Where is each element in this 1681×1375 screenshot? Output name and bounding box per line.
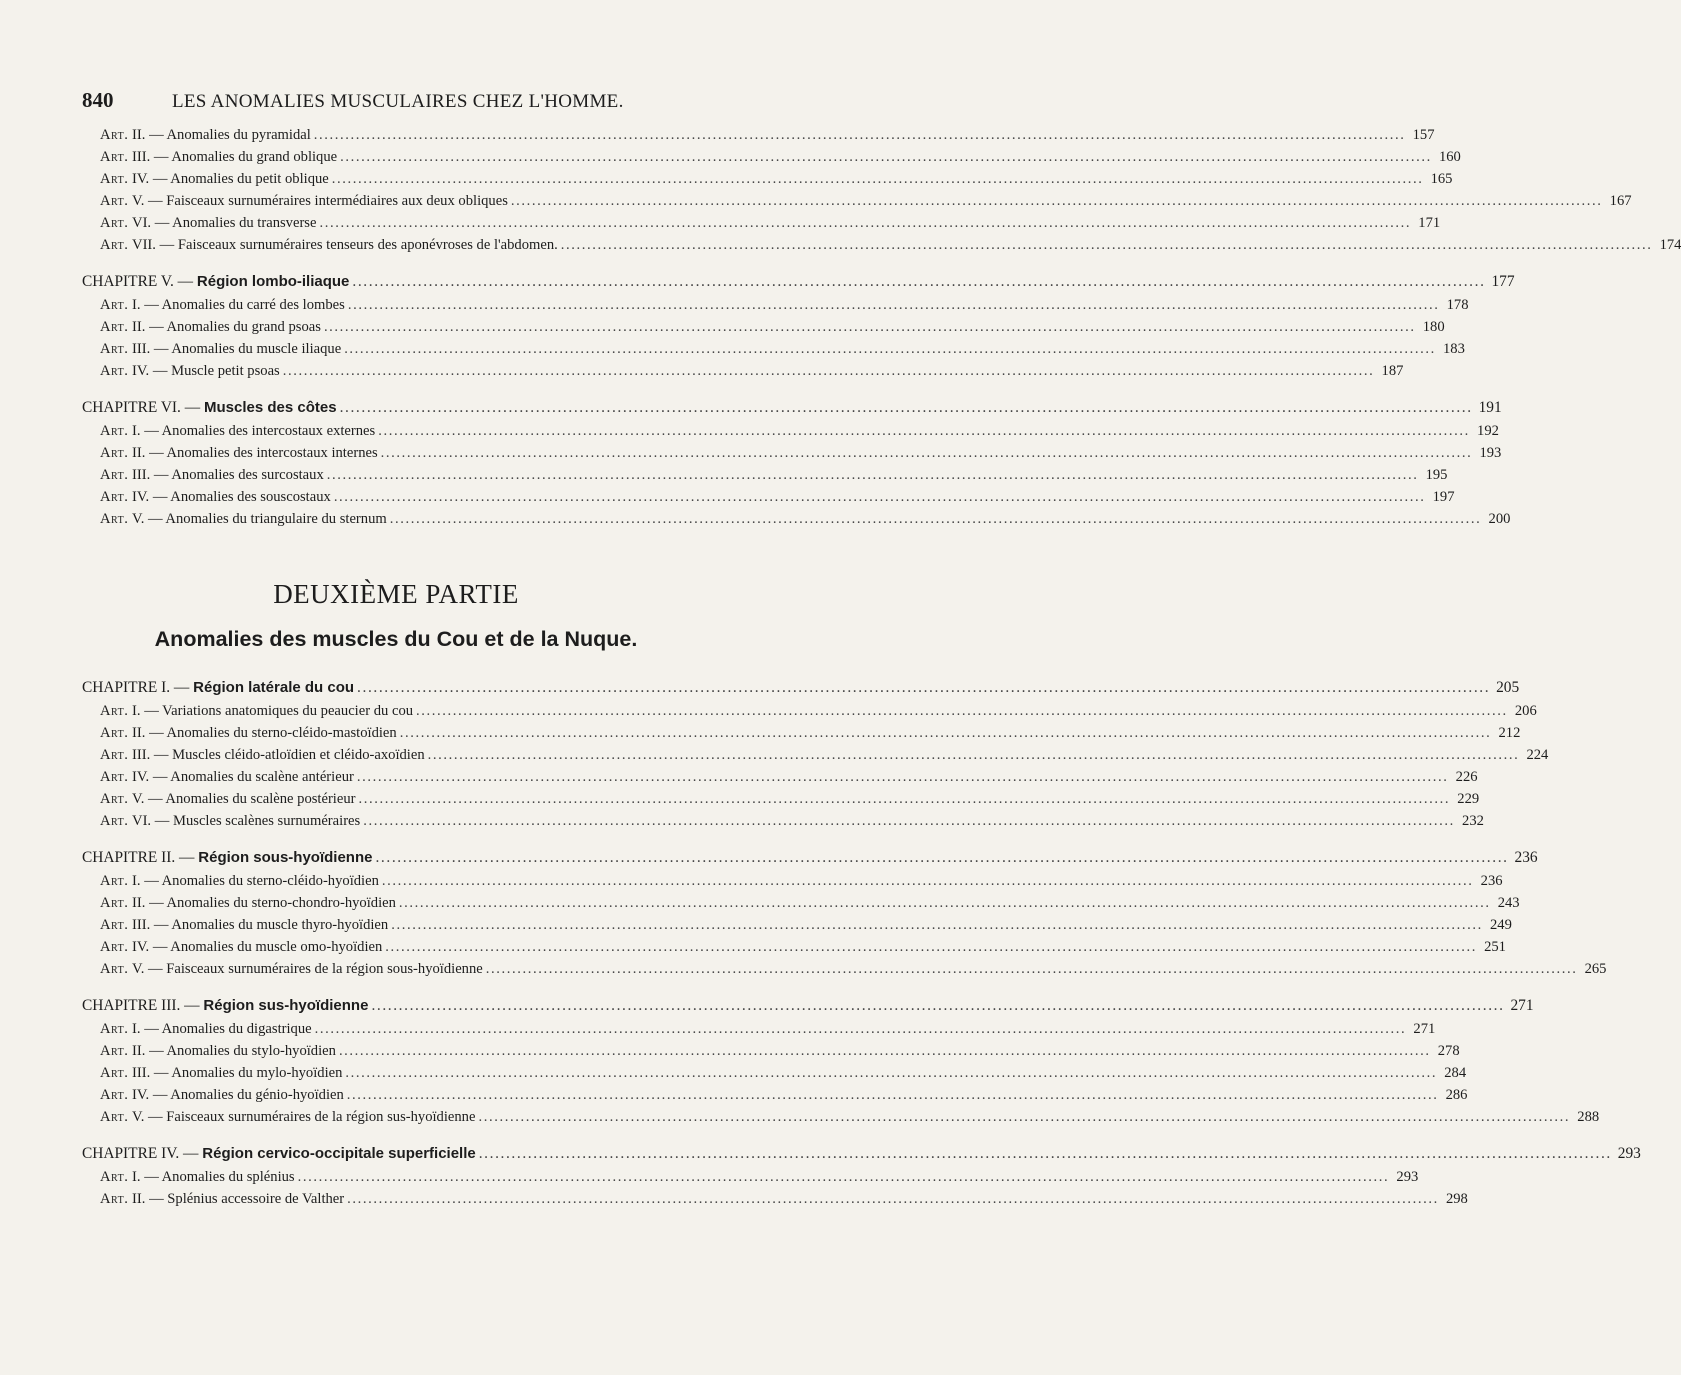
dot-leader <box>348 294 1440 316</box>
toc-entry <box>82 936 1506 958</box>
toc-entry <box>82 1188 1468 1210</box>
article-title: — Anomalies du transverse <box>154 215 317 231</box>
part-subtitle: Anomalies des muscles du Cou et de la Nuque. <box>154 627 638 651</box>
entry-label <box>100 744 425 766</box>
article-prefix: Art. <box>100 1087 129 1103</box>
chapter-heading <box>82 1142 1641 1166</box>
entry-label <box>100 212 316 234</box>
toc-entry <box>82 1018 1436 1040</box>
dot-leader <box>315 1018 1407 1040</box>
chapter-label: CHAPITRE II. — <box>82 849 195 866</box>
toc-entry <box>82 360 1404 382</box>
dot-leader <box>391 914 1483 936</box>
dot-leader <box>327 464 1419 486</box>
article-prefix: Art. <box>100 127 129 143</box>
toc-p2-chapter-i <box>82 676 1549 832</box>
article-title: — Anomalies du carré des lombes <box>144 297 345 313</box>
article-numeral: II. <box>132 445 146 461</box>
article-title: — Faisceaux surnuméraires de la région sus-hyoïdienne <box>148 1109 476 1125</box>
dot-leader <box>416 700 1508 722</box>
article-numeral: V. <box>132 193 145 209</box>
dot-leader <box>298 1166 1390 1188</box>
article-prefix: Art. <box>100 1021 129 1037</box>
chapter-label: CHAPITRE V. — <box>82 273 194 290</box>
article-numeral: IV. <box>132 171 150 187</box>
article-title: — Anomalies du scalène antérieur <box>152 769 354 785</box>
article-title: — Anomalies des souscostaux <box>152 489 331 505</box>
entry-label <box>100 1018 312 1040</box>
entry-page-number: 271 <box>1413 1021 1436 1037</box>
chapter-label-group <box>82 846 372 870</box>
chapter-page-number: 177 <box>1491 273 1515 290</box>
article-numeral: II. <box>132 319 146 335</box>
part-title: DEUXIÈME PARTIE <box>273 579 519 609</box>
entry-page-number: 286 <box>1445 1087 1468 1103</box>
entry-page-number: 251 <box>1484 939 1506 955</box>
toc-entry <box>82 870 1503 892</box>
article-numeral: V. <box>132 791 145 807</box>
article-title: — Variations anatomiques du peaucier du cou <box>144 703 414 719</box>
toc-chapter-vi <box>82 396 1511 530</box>
entry-page-number: 180 <box>1422 319 1445 335</box>
entry-label <box>100 936 382 958</box>
chapter-title: Région cervico-occipitale superficielle <box>202 1145 476 1162</box>
entry-label <box>100 146 337 168</box>
article-prefix: Art. <box>100 319 129 335</box>
article-numeral: IV. <box>132 939 150 955</box>
toc-entry <box>82 212 1441 234</box>
entry-label <box>100 294 345 316</box>
article-title: — Anomalies du petit oblique <box>152 171 329 187</box>
article-numeral: III. <box>132 747 151 763</box>
dot-leader <box>345 1062 1437 1084</box>
entry-page-number: 249 <box>1490 917 1512 933</box>
entry-page-number: 284 <box>1444 1065 1467 1081</box>
entry-page-number: 293 <box>1396 1169 1419 1185</box>
toc-entry <box>82 294 1469 316</box>
dot-leader <box>332 168 1424 190</box>
chapter-heading <box>82 396 1502 420</box>
dot-leader <box>357 766 1449 788</box>
dot-leader <box>339 1040 1431 1062</box>
article-prefix: Art. <box>100 961 129 977</box>
article-numeral: I. <box>132 1169 141 1185</box>
article-numeral: VII. <box>132 237 156 253</box>
chapter-label: CHAPITRE VI. — <box>82 399 201 416</box>
article-prefix: Art. <box>100 791 129 807</box>
article-prefix: Art. <box>100 769 129 785</box>
dot-leader <box>478 1106 1570 1128</box>
article-numeral: I. <box>132 873 141 889</box>
article-numeral: III. <box>132 917 151 933</box>
running-title: LES ANOMALIES MUSCULAIRES CHEZ L'HOMME. <box>172 91 624 112</box>
running-header <box>82 88 710 124</box>
toc-entry <box>82 1084 1468 1106</box>
entry-page-number: 193 <box>1479 445 1502 461</box>
entry-label <box>100 168 329 190</box>
entry-label <box>100 810 360 832</box>
article-title: — Anomalies du grand psoas <box>149 319 321 335</box>
entry-page-number: 206 <box>1514 703 1537 719</box>
article-title: — Faisceaux surnuméraires intermédiaires aux deux obliques <box>148 193 508 209</box>
article-title: — Anomalies du sterno-cléido-mastoïdien <box>149 725 397 741</box>
chapter-label-group <box>82 270 349 294</box>
entry-page-number: 298 <box>1445 1191 1468 1207</box>
entry-page-number: 178 <box>1446 297 1469 313</box>
chapter-label-group <box>82 1142 476 1166</box>
toc-entry <box>82 442 1502 464</box>
article-title: — Faisceaux surnuméraires de la région sous-hyoïdienne <box>148 961 483 977</box>
toc-entry <box>82 700 1537 722</box>
dot-leader <box>334 486 1426 508</box>
chapter-title: Région sous-hyoïdienne <box>198 849 373 866</box>
entry-label <box>100 316 321 338</box>
dot-leader <box>378 420 1470 442</box>
dot-leader <box>344 338 1436 360</box>
article-numeral: VI. <box>132 215 152 231</box>
dot-leader <box>561 234 1653 256</box>
article-prefix: Art. <box>100 215 129 231</box>
dot-leader <box>319 212 1411 234</box>
article-numeral: V. <box>132 511 145 527</box>
dot-leader <box>359 788 1451 810</box>
dot-leader <box>381 442 1473 464</box>
toc-entry <box>82 892 1520 914</box>
dot-leader <box>357 676 1490 700</box>
article-numeral: II. <box>132 1043 146 1059</box>
article-title: — Anomalies du pyramidal <box>149 127 311 143</box>
toc-entry <box>82 1040 1460 1062</box>
toc-section-intro <box>82 124 1681 256</box>
article-prefix: Art. <box>100 895 129 911</box>
entry-label <box>100 1106 475 1128</box>
entry-page-number: 197 <box>1432 489 1455 505</box>
article-prefix: Art. <box>100 725 129 741</box>
toc-entry <box>82 766 1478 788</box>
article-prefix: Art. <box>100 747 129 763</box>
entry-page-number: 192 <box>1477 423 1499 439</box>
entry-page-number: 187 <box>1381 363 1404 379</box>
chapter-title: Muscles des côtes <box>204 399 337 416</box>
article-title: — Anomalies du muscle thyro-hyoïdien <box>153 917 389 933</box>
chapter-label-group <box>82 676 354 700</box>
page-number: 840 <box>82 88 114 112</box>
toc-entry <box>82 234 1681 256</box>
article-title: — Anomalies du triangulaire du sternum <box>148 511 387 527</box>
entry-label <box>100 508 387 530</box>
article-prefix: Art. <box>100 489 129 505</box>
article-numeral: IV. <box>132 489 150 505</box>
dot-leader <box>324 316 1416 338</box>
article-title: — Anomalies du scalène postérieur <box>148 791 356 807</box>
toc-entry <box>82 464 1448 486</box>
toc-entry <box>82 124 1435 146</box>
dot-leader <box>486 958 1578 980</box>
toc-entry <box>82 190 1632 212</box>
article-prefix: Art. <box>100 1109 129 1125</box>
toc-entry <box>82 146 1461 168</box>
entry-label <box>100 420 375 442</box>
entry-label <box>100 1166 295 1188</box>
dot-leader <box>314 124 1406 146</box>
entry-page-number: 229 <box>1457 791 1480 807</box>
dot-leader <box>390 508 1482 530</box>
article-numeral: I. <box>132 1021 141 1037</box>
toc-entry <box>82 914 1512 936</box>
toc-chapter-v <box>82 270 1515 382</box>
toc-entry <box>82 1106 1600 1128</box>
article-prefix: Art. <box>100 467 129 483</box>
article-title: — Anomalies du mylo-hyoïdien <box>153 1065 343 1081</box>
article-title: — Anomalies du génio-hyoïdien <box>152 1087 344 1103</box>
entry-label <box>100 124 311 146</box>
chapter-heading <box>82 846 1538 870</box>
article-title: — Anomalies des intercostaux internes <box>149 445 378 461</box>
article-title: — Anomalies du muscle iliaque <box>153 341 342 357</box>
article-numeral: V. <box>132 1109 145 1125</box>
article-title: — Anomalies des surcostaux <box>153 467 324 483</box>
toc-entry <box>82 338 1465 360</box>
article-prefix: Art. <box>100 363 129 379</box>
entry-label <box>100 914 388 936</box>
toc-entry <box>82 810 1484 832</box>
article-title: — Anomalies du muscle omo-hyoïdien <box>152 939 383 955</box>
article-title: — Muscles cléido-atloïdien et cléido-axoïdien <box>153 747 425 763</box>
article-prefix: Art. <box>100 873 129 889</box>
article-numeral: V. <box>132 961 145 977</box>
article-title: — Anomalies du sterno-chondro-hyoïdien <box>149 895 396 911</box>
chapter-label-group <box>82 396 337 420</box>
chapter-title: Région lombo-iliaque <box>196 273 350 290</box>
entry-label <box>100 442 378 464</box>
toc-entry <box>82 958 1607 980</box>
chapter-page-number: 293 <box>1617 1145 1641 1162</box>
article-numeral: IV. <box>132 363 150 379</box>
entry-page-number: 200 <box>1488 511 1511 527</box>
article-numeral: III. <box>132 1065 151 1081</box>
dot-leader <box>283 360 1375 382</box>
chapter-heading <box>82 994 1534 1018</box>
entry-label <box>100 766 354 788</box>
article-prefix: Art. <box>100 171 129 187</box>
entry-label <box>100 1084 344 1106</box>
article-title: — Faisceaux surnuméraires tenseurs des aponévroses de l'abdomen. <box>159 237 558 253</box>
dot-leader <box>347 1188 1439 1210</box>
article-numeral: II. <box>132 127 146 143</box>
dot-leader <box>511 190 1603 212</box>
article-prefix: Art. <box>100 193 129 209</box>
toc-entry <box>82 1166 1419 1188</box>
article-prefix: Art. <box>100 423 129 439</box>
entry-page-number: 288 <box>1577 1109 1600 1125</box>
toc-p2-chapter-iii <box>82 994 1600 1128</box>
dot-leader <box>340 146 1432 168</box>
dot-leader <box>428 744 1520 766</box>
dot-leader <box>375 846 1508 870</box>
toc-entry <box>82 1062 1467 1084</box>
article-numeral: IV. <box>132 1087 150 1103</box>
article-numeral: II. <box>132 895 146 911</box>
chapter-label-group <box>82 994 368 1018</box>
article-title: — Muscle petit psoas <box>152 363 280 379</box>
entry-page-number: 212 <box>1498 725 1521 741</box>
entry-label <box>100 722 397 744</box>
entry-label <box>100 1062 342 1084</box>
entry-label <box>100 700 413 722</box>
entry-page-number: 174 <box>1659 237 1681 253</box>
article-numeral: II. <box>132 725 146 741</box>
entry-label <box>100 788 356 810</box>
toc-entry <box>82 788 1480 810</box>
article-title: — Muscles scalènes surnuméraires <box>154 813 361 829</box>
article-numeral: I. <box>132 297 141 313</box>
entry-page-number: 167 <box>1609 193 1632 209</box>
article-prefix: Art. <box>100 1065 129 1081</box>
article-numeral: III. <box>132 149 151 165</box>
entry-page-number: 265 <box>1584 961 1607 977</box>
dot-leader <box>400 722 1492 744</box>
article-prefix: Art. <box>100 939 129 955</box>
entry-page-number: 278 <box>1437 1043 1460 1059</box>
entry-label <box>100 360 280 382</box>
entry-page-number: 236 <box>1480 873 1503 889</box>
entry-page-number: 171 <box>1418 215 1441 231</box>
toc-entry <box>82 508 1511 530</box>
article-prefix: Art. <box>100 341 129 357</box>
chapter-title: Région sus-hyoïdienne <box>203 997 369 1014</box>
toc-entry <box>82 420 1499 442</box>
entry-label <box>100 234 558 256</box>
entry-label <box>100 190 508 212</box>
article-numeral: III. <box>132 467 151 483</box>
article-prefix: Art. <box>100 237 129 253</box>
article-numeral: II. <box>132 1191 146 1207</box>
article-prefix: Art. <box>100 813 129 829</box>
chapter-label: CHAPITRE IV. — <box>82 1145 199 1162</box>
dot-leader <box>371 994 1504 1018</box>
toc-entry <box>82 486 1455 508</box>
entry-page-number: 232 <box>1462 813 1484 829</box>
entry-page-number: 226 <box>1455 769 1478 785</box>
dot-leader <box>363 810 1455 832</box>
dot-leader <box>340 396 1473 420</box>
toc-entry <box>82 744 1549 766</box>
dot-leader <box>385 936 1477 958</box>
chapter-page-number: 271 <box>1510 997 1534 1014</box>
article-numeral: I. <box>132 703 141 719</box>
article-numeral: IV. <box>132 769 150 785</box>
dot-leader <box>399 892 1491 914</box>
article-prefix: Art. <box>100 1043 129 1059</box>
chapter-page-number: 236 <box>1514 849 1538 866</box>
entry-label <box>100 958 483 980</box>
article-prefix: Art. <box>100 917 129 933</box>
entry-label <box>100 338 341 360</box>
entry-page-number: 183 <box>1442 341 1465 357</box>
toc-p2-chapter-iv <box>82 1142 1641 1210</box>
article-title: — Anomalies du digastrique <box>144 1021 312 1037</box>
chapter-label: CHAPITRE III. — <box>82 997 200 1014</box>
entry-page-number: 243 <box>1497 895 1520 911</box>
entry-page-number: 160 <box>1438 149 1461 165</box>
chapter-page-number: 205 <box>1496 679 1520 696</box>
article-prefix: Art. <box>100 445 129 461</box>
article-title: — Anomalies des intercostaux externes <box>144 423 376 439</box>
chapter-page-number: 191 <box>1478 399 1502 416</box>
dot-leader <box>382 870 1474 892</box>
toc-entry <box>82 168 1453 190</box>
article-prefix: Art. <box>100 511 129 527</box>
entry-label <box>100 870 379 892</box>
chapter-heading <box>82 676 1520 700</box>
article-title: — Anomalies du stylo-hyoïdien <box>149 1043 336 1059</box>
toc-entry <box>82 722 1521 744</box>
entry-label <box>100 486 331 508</box>
toc-p2-chapter-ii <box>82 846 1607 980</box>
article-title: — Splénius accessoire de Valther <box>149 1191 345 1207</box>
dot-leader <box>479 1142 1612 1166</box>
entry-page-number: 195 <box>1425 467 1448 483</box>
article-title: — Anomalies du grand oblique <box>153 149 338 165</box>
article-numeral: VI. <box>132 813 152 829</box>
entry-page-number: 224 <box>1526 747 1549 763</box>
chapter-label: CHAPITRE I. — <box>82 679 190 696</box>
entry-label <box>100 464 324 486</box>
article-numeral: III. <box>132 341 151 357</box>
article-numeral: I. <box>132 423 141 439</box>
entry-label <box>100 892 396 914</box>
article-prefix: Art. <box>100 1191 129 1207</box>
article-title: — Anomalies du splénius <box>144 1169 295 1185</box>
entry-label <box>100 1040 336 1062</box>
article-prefix: Art. <box>100 149 129 165</box>
article-prefix: Art. <box>100 297 129 313</box>
entry-page-number: 165 <box>1430 171 1453 187</box>
article-prefix: Art. <box>100 703 129 719</box>
dot-leader <box>347 1084 1439 1106</box>
chapter-heading <box>82 270 1515 294</box>
article-prefix: Art. <box>100 1169 129 1185</box>
dot-leader <box>352 270 1485 294</box>
article-title: — Anomalies du sterno-cléido-hyoïdien <box>144 873 379 889</box>
entry-label <box>100 1188 344 1210</box>
toc-entry <box>82 316 1445 338</box>
chapter-title: Région latérale du cou <box>193 679 355 696</box>
entry-page-number: 157 <box>1412 127 1435 143</box>
